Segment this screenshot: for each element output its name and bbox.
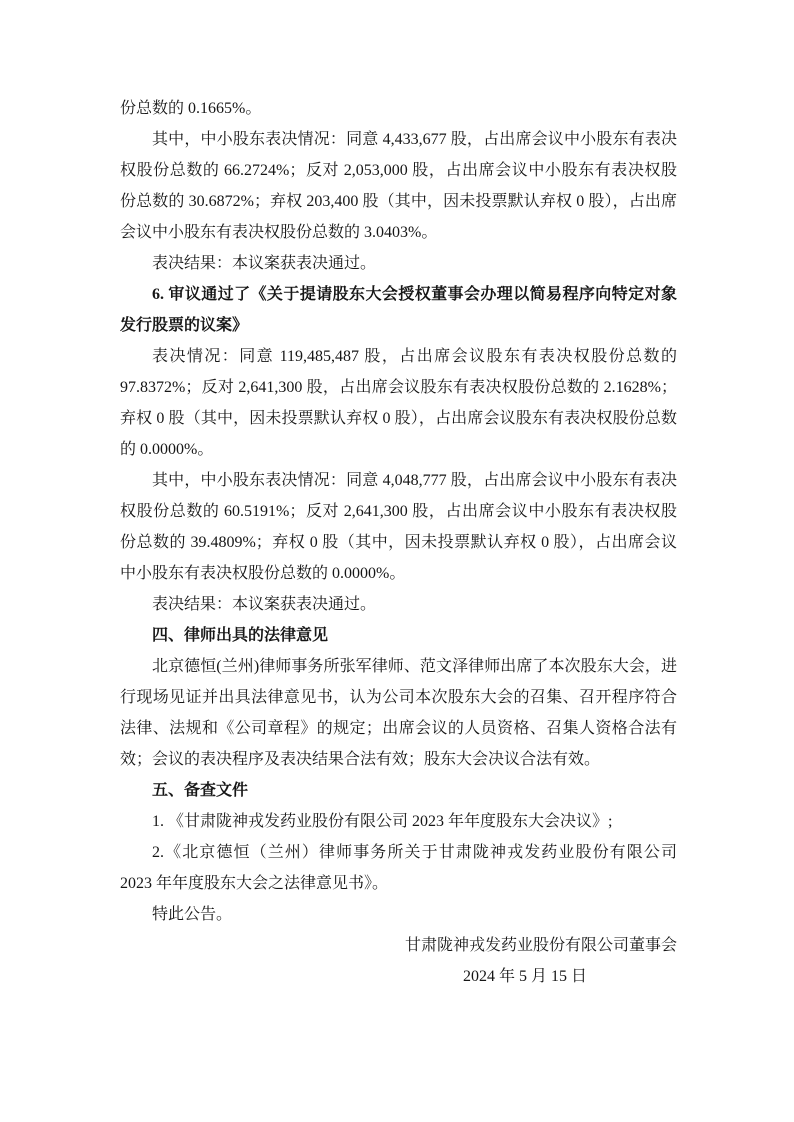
paragraph: 特此公告。 (152, 906, 233, 923)
signature-date: 2024 年 5 月 15 日 (462, 968, 587, 985)
paragraph: 其中，中小股东表决情况：同意 4,433,677 股，占出席会议中小股东有表决权股份总数的 66.2724%；反对 2,053,000 股，占出席会议中小股东有表决权股份总数的 30.6872%；弃权 203,400 股（其中，因未投票默认弃权 0 股），占出席会议中小股东有表决权股份总数的 3.0403%。 (120, 131, 677, 241)
paragraph: 份总数的 0.1665%。 (120, 100, 262, 117)
signature-company: 甘肃陇神戎发药业股份有限公司董事会 (404, 937, 677, 954)
paragraph: 北京德恒(兰州)律师事务所张军律师、范文泽律师出席了本次股东大会，进行现场见证并出具法律意见书，认为公司本次股东大会的召集、召开程序符合法律、法规和《公司章程》的规定；出席会议的人员资格、召集人资格合法有效；会议的表决程序及表决结果合法有效；股东大会决议合法有效。 (120, 658, 677, 768)
paragraph: 表决情况：同意 119,485,487 股，占出席会议股东有表决权股份总数的 97.8372%；反对 2,641,300 股，占出席会议股东有表决权股份总数的 2.1628%；弃权 0 股（其中，因未投票默认弃权 0 股），占出席会议股东有表决权股份总数的 0.0000%。 (120, 348, 677, 458)
document-content (120, 93, 677, 992)
paragraph: 其中，中小股东表决情况：同意 4,048,777 股，占出席会议中小股东有表决权股份总数的 60.5191%；反对 2,641,300 股，占出席会议中小股东有表决权股份总数的 39.4809%；弃权 0 股（其中，因未投票默认弃权 0 股），占出席会议中小股东有表决权股份总数的 0.0000%。 (120, 472, 677, 582)
paragraph: 表决结果：本议案获表决通过。 (152, 596, 377, 613)
section-heading-legal-opinion: 四、律师出具的法律意见 (152, 627, 329, 644)
section-heading-reference-documents: 五、备查文件 (152, 782, 249, 799)
paragraph: 表决结果：本议案获表决通过。 (152, 255, 377, 272)
paragraph: 2.《北京德恒（兰州）律师事务所关于甘肃陇神戎发药业股份有限公司 2023 年年度股东大会之法律意见书》。 (120, 844, 677, 892)
paragraph: 1. 《甘肃陇神戎发药业股份有限公司 2023 年年度股东大会决议》; (152, 813, 613, 830)
section-heading-item6: 6. 审议通过了《关于提请股东大会授权董事会办理以简易程序向特定对象发行股票的议案》 (120, 286, 677, 334)
signature-block (120, 930, 677, 992)
